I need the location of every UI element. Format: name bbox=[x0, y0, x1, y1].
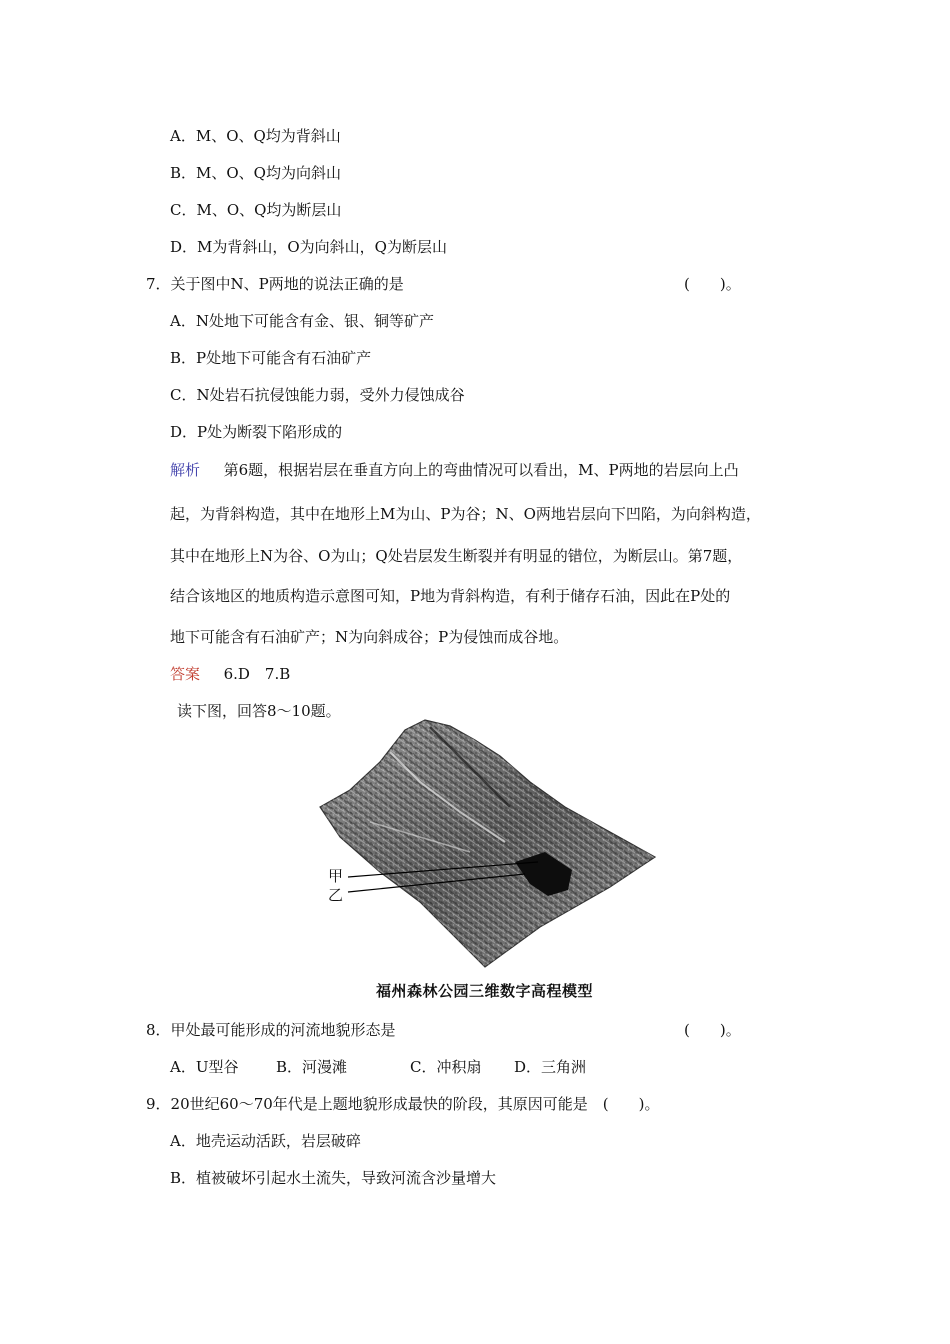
q7-stem: 7．关于图中N、P两地的说法正确的是 bbox=[146, 275, 404, 293]
q6-option-b: B．M、O、Q均为向斜山 bbox=[170, 164, 341, 182]
analysis-line-5: 地下可能含有石油矿产；N为向斜成谷；P为侵蚀而成谷地。 bbox=[170, 628, 569, 646]
analysis-line-4: 结合该地区的地质构造示意图可知，P地为背斜构造，有利于储存石油，因此在P处的 bbox=[170, 587, 731, 605]
q7-answer-paren: ( )。 bbox=[684, 275, 741, 293]
answer-label: 答案 bbox=[170, 665, 201, 683]
analysis-label: 解析 bbox=[170, 461, 201, 479]
q8-option-a: A．U型谷 bbox=[170, 1058, 239, 1076]
analysis-line-2: 起，为背斜构造，其中在地形上M为山、P为谷；N、O两地岩层向下凹陷，为向斜构造， bbox=[170, 505, 761, 523]
analysis-line-3: 其中在地形上N为谷、O为山；Q处岩层发生断裂并有明显的错位，为断层山。第7题， bbox=[170, 547, 743, 565]
label-yi: 乙 bbox=[328, 886, 344, 904]
label-jia: 甲 bbox=[328, 867, 344, 885]
elevation-model-image bbox=[310, 712, 660, 982]
q9-option-b: B．植被破坏引起水土流失，导致河流含沙量增大 bbox=[170, 1169, 497, 1187]
q6-option-d: D．M为背斜山，O为向斜山，Q为断层山 bbox=[170, 238, 447, 256]
q6-option-a: A．M、O、Q均为背斜山 bbox=[170, 127, 341, 145]
q8-option-d: D．三角洲 bbox=[514, 1058, 587, 1076]
q7-option-a: A．N处地下可能含有金、银、铜等矿产 bbox=[170, 312, 434, 330]
q8-option-b: B．河漫滩 bbox=[276, 1058, 348, 1076]
q8-option-c: C．冲积扇 bbox=[410, 1058, 482, 1076]
analysis-block bbox=[170, 460, 739, 480]
q8-stem: 8．甲处最可能形成的河流地貌形态是 bbox=[146, 1021, 396, 1039]
answer-block bbox=[170, 664, 290, 684]
elevation-model-figure bbox=[310, 712, 660, 982]
figure-caption: 福州森林公园三维数字高程模型 bbox=[376, 982, 594, 1000]
q7-option-c: C．N处岩石抗侵蚀能力弱，受外力侵蚀成谷 bbox=[170, 386, 465, 404]
q9-option-a: A．地壳运动活跃，岩层破碎 bbox=[170, 1132, 361, 1150]
q8-answer-paren: ( )。 bbox=[684, 1021, 741, 1039]
q7-option-b: B．P处地下可能含有石油矿产 bbox=[170, 349, 372, 367]
answer-text: 6.D 7.B bbox=[223, 665, 291, 683]
analysis-line-1: 第6题，根据岩层在垂直方向上的弯曲情况可以看出，M、P两地的岩层向上凸 bbox=[223, 461, 739, 479]
figure-intro: 读下图，回答8～10题。 bbox=[177, 702, 341, 720]
q9-stem: 9．20世纪60～70年代是上题地貌形成最快的阶段，其原因可能是 ( )。 bbox=[146, 1095, 660, 1113]
q7-option-d: D．P处为断裂下陷形成的 bbox=[170, 423, 343, 441]
q6-option-c: C．M、O、Q均为断层山 bbox=[170, 201, 342, 219]
